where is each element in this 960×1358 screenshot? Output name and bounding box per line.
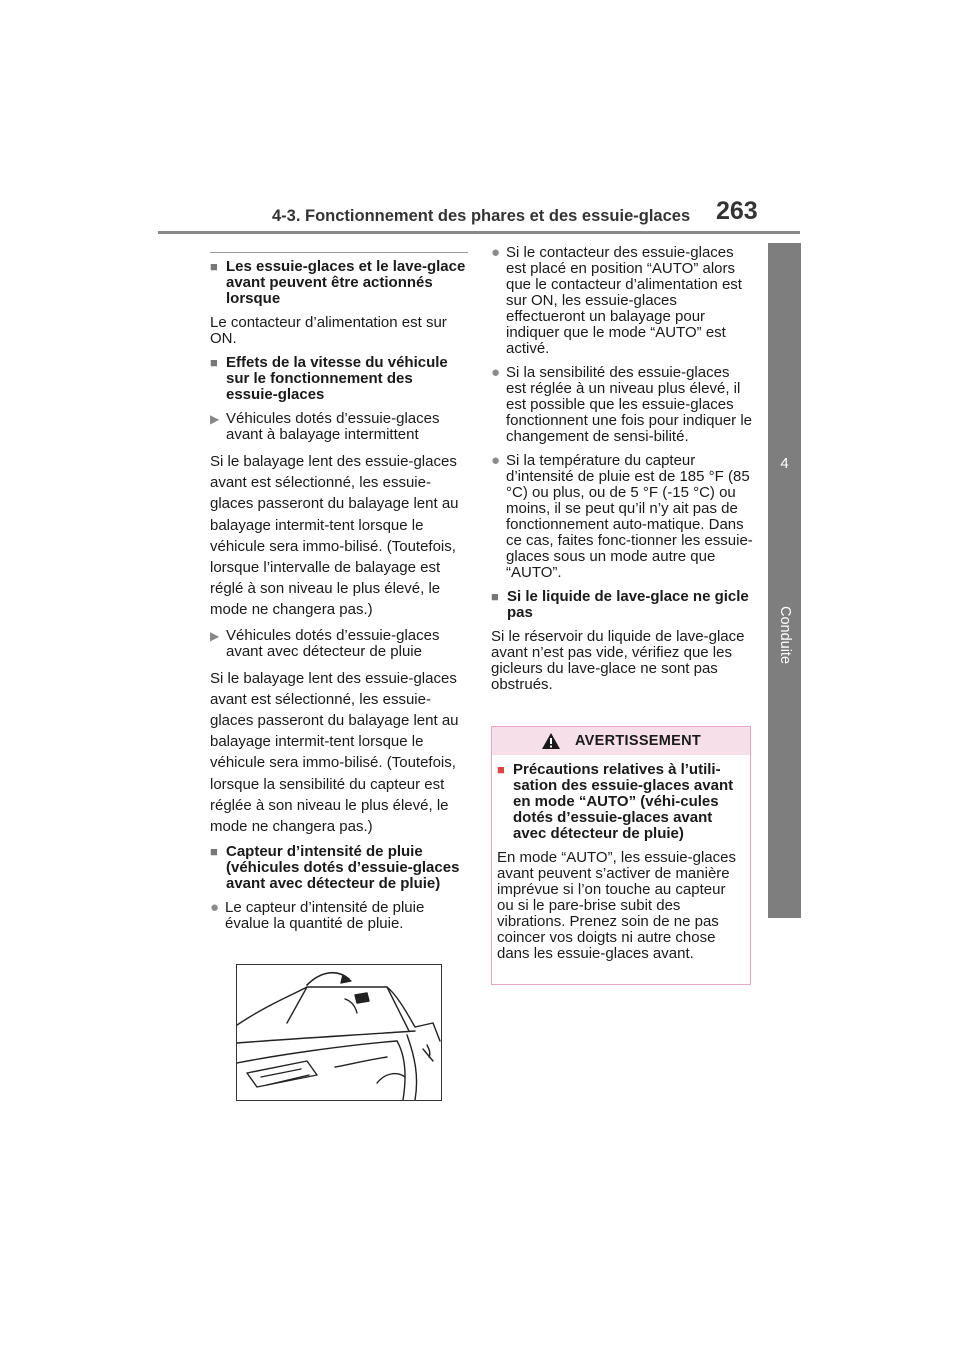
square-bullet-icon: ■ [210, 355, 218, 370]
heading-text: Les essuie-glaces et le lave-glace avant peuvent être actionnés lorsque [226, 258, 466, 307]
rain-sensor-illustration [236, 964, 442, 1101]
triangle-arrow-icon: ▶ [210, 628, 220, 643]
circle-bullet-icon: ● [491, 364, 501, 381]
section-rule [210, 252, 468, 253]
paragraph: Si le balayage lent des essuie-glaces avant est sélectionné, les essuie-glaces passeront du balayage lent au balayage intermit-tent lorsque le véhicule sera immo-bilisé. (Toutefois, lorsque l’intervalle de balayage est réglé à son niveau le plus élevé, le mode ne changera pas.) [210, 453, 459, 619]
sub-item-intermittent [210, 411, 468, 443]
chapter-label-wrap [762, 575, 807, 695]
warning-body [492, 755, 750, 962]
circle-bullet-icon: ● [210, 899, 220, 917]
square-bullet-icon: ■ [210, 844, 218, 860]
warning-title: AVERTISSEMENT [574, 733, 702, 749]
list-item-text: Le capteur d’intensité de pluie évalue la quantité de pluie. [225, 899, 425, 933]
heading-washer-fluid [491, 589, 753, 621]
warning-header [492, 727, 750, 755]
heading-text: Capteur d’intensité de pluie (véhicules dotés d’essuie-glaces avant avec détecteur de pluie) [226, 843, 460, 893]
chapter-number: 4 [780, 455, 789, 472]
list-item [491, 453, 753, 581]
square-bullet-icon: ■ [497, 762, 505, 777]
heading-text: Effets de la vitesse du véhicule sur le fonctionnement des essuie-glaces [226, 354, 448, 403]
list-item [210, 900, 468, 932]
warning-box [491, 726, 751, 985]
chapter-label: Conduite [776, 605, 793, 665]
header-rule [158, 231, 800, 234]
square-bullet-icon: ■ [210, 259, 218, 274]
triangle-arrow-icon: ▶ [210, 412, 220, 426]
square-bullet-icon: ■ [491, 589, 499, 604]
heading-operation-conditions [210, 259, 468, 307]
warning-triangle-icon [541, 732, 561, 750]
right-column [491, 245, 753, 701]
warning-heading [497, 762, 745, 842]
heading-vehicle-speed [210, 355, 468, 403]
heading-text: Si le liquide de lave-glace ne gicle pas [507, 588, 749, 621]
page-number: 263 [716, 197, 758, 225]
circle-bullet-icon: ● [491, 452, 501, 469]
paragraph: Si le réservoir du liquide de lave-glace avant n’est pas vide, vérifiez que les gicleurs du lave-glace ne sont pas obstrués. [491, 628, 745, 693]
heading-rain-sensor [210, 844, 468, 892]
list-item [491, 245, 753, 357]
section-title: 4-3. Fonctionnement des phares et des essuie-glaces [272, 207, 691, 225]
warning-text: En mode “AUTO”, les essuie-glaces avant peuvent s’activer de manière imprévue si l’on touche au capteur ou si le pare-brise subit des vibrations. Prenez soin de ne pas coincer vos doigts ni autre chose dans les essuie-glaces avant. [497, 849, 736, 962]
list-item-text: Si la sensibilité des essuie-glaces est réglée à un niveau plus élevé, il est possible que les essuie-glaces fonctionnent une fois pour indiquer le changement de sensi-bilité. [506, 364, 753, 445]
heading-text: Précautions relatives à l’utili-sation des essuie-glaces avant en mode “AUTO” (véhi-cules dotés d’essuie-glaces avant avec détecteur de pluie) [513, 761, 734, 842]
sub-item-rain-sensor [210, 628, 468, 660]
sub-item-text: Véhicules dotés d’essuie-glaces avant à balayage intermittent [226, 410, 440, 443]
paragraph: Le contacteur d’alimentation est sur ON. [210, 314, 447, 347]
circle-bullet-icon: ● [491, 244, 501, 261]
list-item-text: Si le contacteur des essuie-glaces est placé en position “AUTO” alors que le contacteur d’alimentation est sur ON, les essuie-glaces effectueront un balayage pour indiquer que le mode “AUTO” est activé. [506, 244, 742, 357]
list-item-text: Si la température du capteur d’intensité de pluie est de 185 °F (85 °C) ou plus, ou de 5 °F (-15 °C) ou moins, il se peut qu’il n’y ait pas de fonctionnement auto-matique. Dans ce cas, faites fonc-tionner les essuie-glaces sous un mode autre que “AUTO”. [506, 452, 753, 581]
paragraph: Si le balayage lent des essuie-glaces avant est sélectionné, les essuie-glaces passeront du balayage lent au balayage intermit-tent lorsque le véhicule sera immo-bilisé. (Toutefois, lorsque la sensibilité du capteur est réglée à son niveau le plus élevé, le mode ne changera pas.) [210, 669, 459, 836]
sub-item-text: Véhicules dotés d’essuie-glaces avant avec détecteur de pluie [226, 626, 440, 660]
left-column [210, 252, 468, 940]
list-item [491, 365, 753, 445]
